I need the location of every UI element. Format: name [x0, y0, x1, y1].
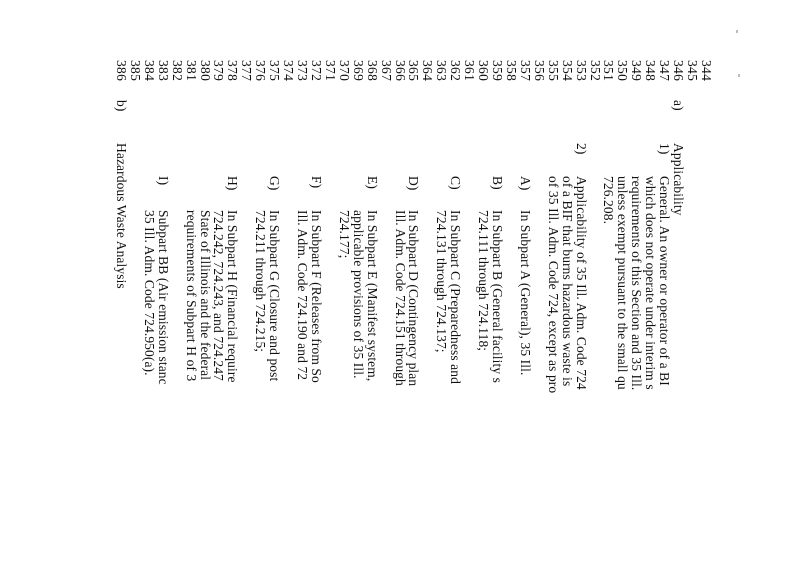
line-number: 365 [406, 60, 422, 82]
line-number: 352 [587, 60, 603, 82]
item-label: b) [113, 100, 129, 112]
item-text-line: In Subpart G (Closure and post [267, 210, 283, 382]
line-number: 363 [434, 60, 450, 82]
item-label: C) [448, 176, 464, 190]
item-text-line: In Subpart H (Financial require [225, 210, 241, 383]
line-number: 385 [127, 60, 143, 82]
line-number: 375 [267, 60, 283, 82]
line-number: 355 [545, 60, 561, 82]
item-text-line: which does not operate under interim s [643, 176, 659, 390]
item-text-line: In Subpart C (Preparedness and [448, 210, 464, 384]
item-label: G) [267, 176, 283, 191]
line-number: 344 [699, 60, 714, 82]
item-label: I) [155, 176, 171, 186]
item-text-line: Ill. Adm. Code 724.151 through [392, 210, 408, 386]
line-number: 366 [392, 60, 408, 82]
item-label: H) [225, 176, 241, 191]
line-number: 372 [308, 60, 324, 82]
item-text-line: In Subpart F (Releases from So [308, 210, 324, 383]
line-number: 351 [601, 60, 617, 82]
item-text-line: Applicability [671, 143, 687, 216]
line-number: 361 [462, 60, 478, 82]
scan-speck [738, 74, 740, 77]
line-number: 383 [155, 60, 171, 82]
item-text-line: In Subpart E (Manifest system, [364, 210, 380, 382]
item-text-line: Applicability of 35 Ill. Adm. Code 724 [573, 176, 589, 390]
item-text-line: State of Illinois and the federal [197, 210, 213, 381]
item-text-line: General. An owner or operator of a BI [657, 176, 673, 386]
item-text-line: 724.242, 724.243, and 724.247 [211, 210, 227, 381]
line-number: 381 [183, 60, 199, 82]
item-text-line: In Subpart A (General), 35 Ill. [517, 210, 533, 376]
item-text-line: 724.131 through 724.137; [434, 210, 450, 353]
item-text-line: 724.111 through 724.118; [476, 210, 492, 352]
line-number: 386 [113, 60, 129, 82]
item-text-line: of a BIF that burns hazardous waste is [559, 176, 575, 387]
item-text-line: Hazardous Waste Analysis [113, 143, 129, 289]
line-number: 364 [420, 60, 436, 82]
line-number: 354 [559, 60, 575, 82]
line-number: 346 [671, 60, 687, 82]
item-text-line: Ill. Adm. Code 724.190 and 72 [295, 210, 311, 381]
item-text-line: In Subpart D (Contingency plan [406, 210, 422, 387]
item-label: 2) [573, 143, 589, 155]
item-label: E) [364, 176, 380, 189]
line-number: 368 [364, 60, 380, 82]
item-text-line: of 35 Ill. Adm. Code 724, except as pro [545, 176, 561, 394]
line-number: 374 [281, 60, 297, 82]
item-label: D) [406, 176, 422, 191]
item-text-line: requirements of this Section and 35 Ill. [629, 176, 645, 391]
line-number: 347 [657, 60, 673, 82]
item-text-line: unless exempt pursuant to the small qu [615, 176, 631, 390]
line-number: 384 [141, 60, 157, 82]
line-number: 371 [322, 60, 338, 82]
item-label: A) [517, 176, 533, 191]
line-number: 376 [253, 60, 269, 82]
item-text-line: requirements of Subpart H of 3 [183, 210, 199, 382]
item-text-line: 35 Ill. Adm. Code 724.950(a). [141, 210, 157, 376]
item-label: B) [490, 176, 506, 190]
item-text-line: In Subpart B (General facility s [490, 210, 506, 384]
scan-speck [736, 30, 738, 33]
item-label: 1) [657, 143, 673, 155]
line-number: 358 [503, 60, 519, 82]
line-number: 353 [573, 60, 589, 82]
line-number: 367 [378, 60, 394, 82]
item-text-line: 724.211 through 724.215; [253, 210, 269, 353]
line-number: 348 [643, 60, 659, 82]
item-label: a) [671, 100, 687, 111]
line-number: 359 [490, 60, 506, 82]
item-text-line: Subpart BB (Air emission stanc [155, 210, 171, 385]
line-number: 350 [615, 60, 631, 82]
line-number: 373 [295, 60, 311, 82]
item-text-line: 724.177; [336, 210, 352, 259]
line-number: 362 [448, 60, 464, 82]
line-number: 357 [517, 60, 533, 82]
line-number: 370 [336, 60, 352, 82]
line-number: 360 [476, 60, 492, 82]
line-number: 356 [531, 60, 547, 82]
line-number: 345 [685, 60, 701, 82]
item-label: F) [308, 176, 324, 189]
line-number: 380 [197, 60, 213, 82]
line-number: 349 [629, 60, 645, 82]
line-number: 369 [350, 60, 366, 82]
line-number: 378 [225, 60, 241, 82]
line-number: 379 [211, 60, 227, 82]
line-number: 377 [239, 60, 255, 82]
item-text-line: 726.208. [601, 176, 617, 225]
item-text-line: applicable provisions of 35 Ill. [350, 210, 366, 379]
line-number: 382 [169, 60, 185, 82]
